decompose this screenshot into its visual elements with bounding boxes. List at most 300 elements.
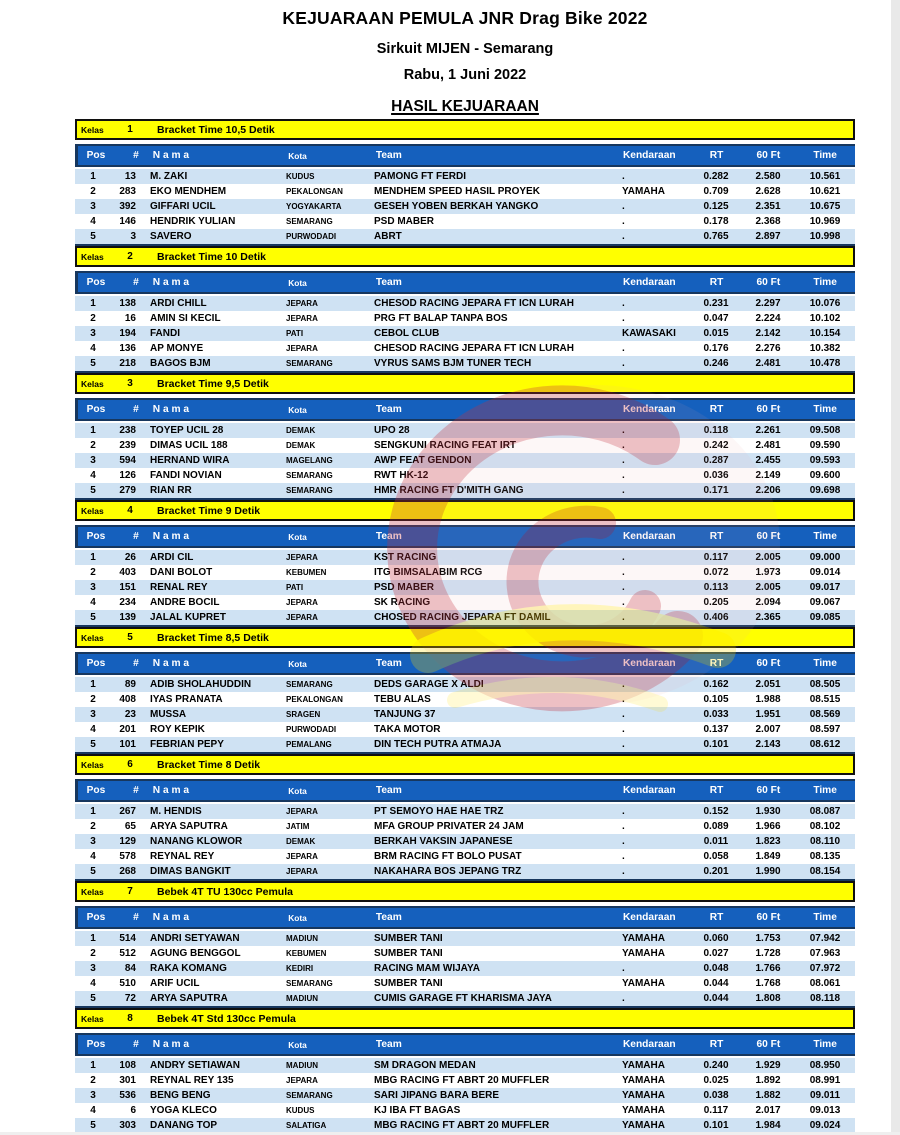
table-body [75, 296, 855, 373]
kelas-title: Bebek 4T TU 130cc Pemula [157, 885, 293, 898]
cell-num: 239 [119, 440, 136, 451]
cell-rt: 0.036 [703, 470, 729, 481]
cell-kota: KUDUS [286, 1106, 315, 1115]
cell-kendaraan: . [622, 963, 625, 974]
cell-kendaraan: . [622, 216, 625, 227]
table-header-row [75, 906, 855, 929]
cell-time: 09.593 [809, 455, 841, 466]
result-row [75, 565, 855, 580]
cell-ft60: 1.990 [755, 866, 781, 877]
cell-pos: 3 [90, 709, 96, 720]
cell-ft60: 2.094 [755, 597, 781, 608]
result-row [75, 849, 855, 864]
cell-ft60: 2.206 [755, 485, 781, 496]
cell-pos: 4 [90, 851, 96, 862]
cell-num: 26 [124, 552, 136, 563]
cell-kota: JEPARA [286, 867, 318, 876]
cell-kendaraan: YAMAHA [622, 1105, 665, 1116]
cell-kota: JEPARA [286, 807, 318, 816]
cell-num: 238 [119, 425, 136, 436]
cell-rt: 0.201 [703, 866, 729, 877]
cell-pos: 5 [90, 485, 96, 496]
cell-rt: 0.038 [703, 1090, 729, 1101]
cell-kendaraan: . [622, 485, 625, 496]
cell-ft60: 2.455 [755, 455, 781, 466]
cell-pos: 1 [90, 552, 96, 563]
cell-pos: 5 [90, 739, 96, 750]
cell-team: ITG BIMSALABIM RCG [374, 567, 483, 578]
cell-pos: 1 [90, 679, 96, 690]
cell-rt: 0.025 [703, 1075, 729, 1086]
cell-nama: ARDI CHILL [150, 298, 207, 309]
cell-ft60: 2.368 [755, 216, 781, 227]
table-body [75, 1058, 855, 1135]
cell-kendaraan: . [622, 724, 625, 735]
cell-num: 89 [124, 679, 136, 690]
cell-team: KST RACING [374, 552, 437, 563]
cell-team: KJ IBA FT BAGAS [374, 1105, 461, 1116]
cell-kendaraan: . [622, 709, 625, 720]
cell-time: 09.014 [809, 567, 841, 578]
cell-team: UPO 28 [374, 425, 410, 436]
cell-nama: M. ZAKI [150, 171, 188, 182]
column-header-rt: RT [709, 912, 724, 923]
result-row [75, 580, 855, 595]
result-row [75, 214, 855, 229]
cell-kendaraan: . [622, 582, 625, 593]
cell-kota: PURWODADI [286, 725, 337, 734]
cell-rt: 0.125 [703, 201, 729, 212]
cell-num: 101 [119, 739, 136, 750]
cell-kota: SEMARANG [286, 1091, 333, 1100]
cell-nama: GIFFARI UCIL [150, 201, 216, 212]
column-header-pos: Pos [86, 658, 106, 669]
column-header-time: Time [813, 404, 837, 415]
kelas-number: 7 [127, 886, 133, 897]
column-header-time: Time [813, 785, 837, 796]
result-row [75, 341, 855, 356]
cell-num: 512 [119, 948, 136, 959]
kelas-section [75, 1008, 855, 1135]
cell-nama: MUSSA [150, 709, 187, 720]
cell-nama: AMIN SI KECIL [150, 313, 221, 324]
cell-nama: ARYA SAPUTRA [150, 993, 228, 1004]
cell-ft60: 2.142 [755, 328, 781, 339]
column-header-num: # [133, 785, 139, 796]
result-row [75, 438, 855, 453]
result-row [75, 1073, 855, 1088]
cell-ft60: 2.149 [755, 470, 781, 481]
cell-team: SUMBER TANI [374, 933, 443, 944]
cell-kendaraan: . [622, 171, 625, 182]
cell-kota: SEMARANG [286, 359, 333, 368]
cell-ft60: 2.351 [755, 201, 781, 212]
table-header-row [75, 1033, 855, 1056]
cell-rt: 0.287 [703, 455, 729, 466]
result-row [75, 976, 855, 991]
cell-nama: HENDRIK YULIAN [150, 216, 236, 227]
kelas-number: 2 [127, 251, 133, 262]
cell-team: MFA GROUP PRIVATER 24 JAM [374, 821, 524, 832]
column-header-rt: RT [709, 658, 724, 669]
cell-pos: 4 [90, 343, 96, 354]
cell-num: 301 [119, 1075, 136, 1086]
cell-team: CHESOD RACING JEPARA FT ICN LURAH [374, 343, 575, 354]
cell-kota: JEPARA [286, 598, 318, 607]
cell-kota: JEPARA [286, 299, 318, 308]
column-header-rt: RT [709, 277, 724, 288]
kelas-section [75, 754, 855, 881]
cell-time: 08.950 [809, 1060, 841, 1071]
cell-rt: 0.072 [703, 567, 729, 578]
cell-ft60: 2.143 [755, 739, 781, 750]
result-row [75, 1118, 855, 1133]
column-header-kendaraan: Kendaraan [622, 404, 676, 415]
cell-kota: KEBUMEN [286, 568, 327, 577]
kelas-header-bar [75, 246, 855, 267]
cell-pos: 3 [90, 201, 96, 212]
table-body [75, 169, 855, 246]
cell-rt: 0.044 [703, 993, 729, 1004]
cell-ft60: 1.728 [755, 948, 781, 959]
cell-rt: 0.152 [703, 806, 729, 817]
cell-team: VYRUS SAMS BJM TUNER TECH [374, 358, 532, 369]
cell-nama: HERNAND WIRA [150, 455, 230, 466]
kelas-label: Kelas [81, 378, 104, 389]
column-header-ft60: 60 Ft [756, 912, 781, 923]
cell-rt: 0.205 [703, 597, 729, 608]
column-header-nama: N a m a [152, 912, 190, 923]
cell-team: NAKAHARA BOS JEPANG TRZ [374, 866, 522, 877]
cell-nama: BENG BENG [150, 1090, 211, 1101]
cell-num: 392 [119, 201, 136, 212]
column-header-kendaraan: Kendaraan [622, 912, 676, 923]
cell-rt: 0.105 [703, 694, 729, 705]
cell-team: SK RACING [374, 597, 431, 608]
cell-rt: 0.117 [703, 1105, 729, 1116]
cell-rt: 0.015 [703, 328, 729, 339]
cell-rt: 0.765 [703, 231, 729, 242]
cell-nama: ADIB SHOLAHUDDIN [150, 679, 252, 690]
cell-kendaraan: YAMAHA [622, 948, 665, 959]
cell-pos: 2 [90, 313, 96, 324]
cell-ft60: 2.261 [755, 425, 781, 436]
column-header-num: # [133, 277, 139, 288]
cell-num: 84 [124, 963, 136, 974]
column-header-kendaraan: Kendaraan [622, 785, 676, 796]
cell-kendaraan: . [622, 567, 625, 578]
cell-team: SARI JIPANG BARA BERE [374, 1090, 500, 1101]
cell-pos: 3 [90, 328, 96, 339]
cell-nama: REYNAL REY 135 [150, 1075, 234, 1086]
cell-num: 16 [124, 313, 136, 324]
cell-kota: DEMAK [286, 426, 316, 435]
cell-kota: PURWODADI [286, 232, 337, 241]
cell-team: GESEH YOBEN BERKAH YANGKO [374, 201, 539, 212]
cell-team: MBG RACING FT ABRT 20 MUFFLER [374, 1120, 550, 1131]
cell-time: 08.087 [809, 806, 841, 817]
cell-pos: 2 [90, 440, 96, 451]
cell-rt: 0.048 [703, 963, 729, 974]
table-header-row [75, 398, 855, 421]
result-row [75, 483, 855, 498]
cell-rt: 0.709 [703, 186, 729, 197]
column-header-nama: N a m a [152, 150, 190, 161]
table-header-row [75, 144, 855, 167]
cell-rt: 0.047 [703, 313, 729, 324]
cell-pos: 1 [90, 171, 96, 182]
cell-time: 10.621 [809, 186, 841, 197]
cell-rt: 0.011 [703, 836, 729, 847]
cell-num: 129 [119, 836, 136, 847]
cell-nama: SAVERO [150, 231, 192, 242]
cell-ft60: 2.481 [755, 440, 781, 451]
cell-kendaraan: YAMAHA [622, 1120, 665, 1131]
kelas-section [75, 627, 855, 754]
cell-nama: M. HENDIS [150, 806, 202, 817]
column-header-rt: RT [709, 785, 724, 796]
result-row [75, 737, 855, 752]
cell-ft60: 2.017 [755, 1105, 781, 1116]
cell-kendaraan: . [622, 552, 625, 563]
cell-pos: 5 [90, 231, 96, 242]
cell-ft60: 2.276 [755, 343, 781, 354]
cell-kota: MADIUN [286, 994, 318, 1003]
kelas-label: Kelas [81, 632, 104, 643]
column-header-time: Time [813, 658, 837, 669]
cell-nama: AP MONYE [150, 343, 204, 354]
cell-kendaraan: YAMAHA [622, 933, 665, 944]
cell-num: 126 [119, 470, 136, 481]
kelas-title: Bracket Time 9 Detik [157, 504, 261, 517]
result-row [75, 311, 855, 326]
column-header-nama: N a m a [152, 1039, 190, 1050]
cell-kota: KEDIRI [286, 964, 314, 973]
cell-ft60: 1.882 [755, 1090, 781, 1101]
cell-num: 303 [119, 1120, 136, 1131]
cell-pos: 1 [90, 1060, 96, 1071]
kelas-header-bar [75, 881, 855, 902]
result-row [75, 550, 855, 565]
cell-kota: MADIUN [286, 934, 318, 943]
column-header-kota: Kota [288, 1039, 307, 1050]
result-row [75, 296, 855, 311]
cell-time: 10.998 [809, 231, 841, 242]
cell-nama: RIAN RR [150, 485, 192, 496]
cell-time: 09.000 [809, 552, 841, 563]
column-header-team: Team [375, 1039, 402, 1050]
cell-kota: PEKALONGAN [286, 695, 343, 704]
table-header-row [75, 652, 855, 675]
cell-kendaraan: . [622, 470, 625, 481]
cell-nama: DIMAS UCIL 188 [150, 440, 228, 451]
table-body [75, 550, 855, 627]
cell-rt: 0.406 [703, 612, 729, 623]
column-header-kota: Kota [288, 150, 307, 161]
cell-time: 10.969 [809, 216, 841, 227]
cell-nama: FEBRIAN PEPY [150, 739, 224, 750]
cell-pos: 3 [90, 455, 96, 466]
cell-kota: SALATIGA [286, 1121, 327, 1130]
cell-pos: 3 [90, 582, 96, 593]
cell-num: 408 [119, 694, 136, 705]
result-row [75, 453, 855, 468]
column-header-team: Team [375, 277, 402, 288]
results-heading: HASIL KEJUARAAN [391, 98, 539, 115]
kelas-title: Bracket Time 8 Detik [157, 758, 261, 771]
column-header-kota: Kota [288, 404, 307, 415]
cell-ft60: 1.988 [755, 694, 781, 705]
result-row [75, 692, 855, 707]
column-header-num: # [133, 404, 139, 415]
cell-time: 08.154 [809, 866, 841, 877]
cell-team: DEDS GARAGE X ALDI [374, 679, 484, 690]
kelas-header-bar [75, 119, 855, 140]
cell-kendaraan: . [622, 739, 625, 750]
cell-ft60: 1.966 [755, 821, 781, 832]
cell-kota: JEPARA [286, 613, 318, 622]
cell-time: 09.590 [809, 440, 841, 451]
table-body [75, 423, 855, 500]
cell-pos: 5 [90, 866, 96, 877]
cell-team: SM DRAGON MEDAN [374, 1060, 476, 1071]
cell-ft60: 1.766 [755, 963, 781, 974]
cell-kendaraan: KAWASAKI [622, 328, 676, 339]
cell-kendaraan: YAMAHA [622, 186, 665, 197]
kelas-title: Bracket Time 10,5 Detik [157, 123, 275, 136]
cell-num: 578 [119, 851, 136, 862]
cell-rt: 0.176 [703, 343, 729, 354]
cell-num: 65 [124, 821, 136, 832]
column-header-nama: N a m a [152, 277, 190, 288]
result-row [75, 184, 855, 199]
cell-kendaraan: . [622, 440, 625, 451]
cell-pos: 5 [90, 993, 96, 1004]
cell-kendaraan: YAMAHA [622, 1075, 665, 1086]
cell-pos: 4 [90, 216, 96, 227]
sections-container [75, 119, 855, 1135]
cell-rt: 0.101 [703, 739, 729, 750]
column-header-time: Time [813, 277, 837, 288]
column-header-team: Team [375, 658, 402, 669]
kelas-label: Kelas [81, 886, 104, 897]
cell-time: 10.478 [809, 358, 841, 369]
cell-time: 08.061 [809, 978, 841, 989]
cell-num: 13 [124, 171, 136, 182]
result-row [75, 834, 855, 849]
page-edge-right [891, 0, 900, 1135]
cell-time: 07.972 [809, 963, 841, 974]
cell-ft60: 1.951 [755, 709, 781, 720]
result-row [75, 1058, 855, 1073]
kelas-label: Kelas [81, 251, 104, 262]
cell-pos: 1 [90, 298, 96, 309]
cell-rt: 0.171 [703, 485, 729, 496]
result-row [75, 229, 855, 244]
cell-pos: 2 [90, 694, 96, 705]
cell-team: PSD MABER [374, 216, 435, 227]
result-row [75, 991, 855, 1006]
cell-kota: SEMARANG [286, 680, 333, 689]
cell-kendaraan: . [622, 201, 625, 212]
cell-team: SUMBER TANI [374, 948, 443, 959]
cell-ft60: 1.753 [755, 933, 781, 944]
cell-rt: 0.117 [703, 552, 729, 563]
cell-kendaraan: . [622, 597, 625, 608]
result-row [75, 199, 855, 214]
cell-time: 07.963 [809, 948, 841, 959]
kelas-section [75, 881, 855, 1008]
cell-num: 514 [119, 933, 136, 944]
cell-kota: PATI [286, 329, 304, 338]
cell-ft60: 1.768 [755, 978, 781, 989]
cell-time: 08.991 [809, 1075, 841, 1086]
cell-kota: KEBUMEN [286, 949, 327, 958]
result-row [75, 931, 855, 946]
cell-team: AWP FEAT GENDON [374, 455, 472, 466]
cell-kota: YOGYAKARTA [286, 202, 342, 211]
column-header-time: Time [813, 531, 837, 542]
kelas-header-bar [75, 1008, 855, 1029]
column-header-num: # [133, 658, 139, 669]
cell-ft60: 1.930 [755, 806, 781, 817]
kelas-label: Kelas [81, 124, 104, 135]
column-header-num: # [133, 531, 139, 542]
cell-ft60: 2.628 [755, 186, 781, 197]
column-header-team: Team [375, 785, 402, 796]
cell-ft60: 1.892 [755, 1075, 781, 1086]
cell-team: TANJUNG 37 [374, 709, 436, 720]
column-header-time: Time [813, 912, 837, 923]
kelas-title: Bracket Time 9,5 Detik [157, 377, 269, 390]
cell-kota: JEPARA [286, 553, 318, 562]
cell-time: 09.013 [809, 1105, 841, 1116]
cell-num: 194 [119, 328, 136, 339]
cell-time: 10.382 [809, 343, 841, 354]
result-row [75, 707, 855, 722]
cell-rt: 0.242 [703, 440, 729, 451]
cell-rt: 0.231 [703, 298, 729, 309]
cell-team: CEBOL CLUB [374, 328, 440, 339]
cell-team: CHESOD RACING JEPARA FT ICN LURAH [374, 298, 575, 309]
cell-num: 218 [119, 358, 136, 369]
cell-num: 136 [119, 343, 136, 354]
cell-time: 09.017 [809, 582, 841, 593]
cell-team: CUMIS GARAGE FT KHARISMA JAYA [374, 993, 552, 1004]
result-row [75, 423, 855, 438]
cell-time: 10.076 [809, 298, 841, 309]
cell-rt: 0.137 [703, 724, 729, 735]
column-header-kendaraan: Kendaraan [622, 658, 676, 669]
cell-kendaraan: . [622, 851, 625, 862]
result-row [75, 864, 855, 879]
column-header-nama: N a m a [152, 658, 190, 669]
result-row [75, 677, 855, 692]
cell-ft60: 2.897 [755, 231, 781, 242]
cell-rt: 0.178 [703, 216, 729, 227]
column-header-kendaraan: Kendaraan [622, 531, 676, 542]
column-header-kendaraan: Kendaraan [622, 150, 676, 161]
cell-nama: BAGOS BJM [150, 358, 211, 369]
cell-time: 08.505 [809, 679, 841, 690]
cell-rt: 0.101 [703, 1120, 729, 1131]
cell-team: CHOSED RACING JEPARA FT DAMIL [374, 612, 551, 623]
cell-nama: TOYEP UCIL 28 [150, 425, 224, 436]
column-header-pos: Pos [86, 277, 106, 288]
column-header-kota: Kota [288, 531, 307, 542]
kelas-header-bar [75, 373, 855, 394]
result-row [75, 1103, 855, 1118]
